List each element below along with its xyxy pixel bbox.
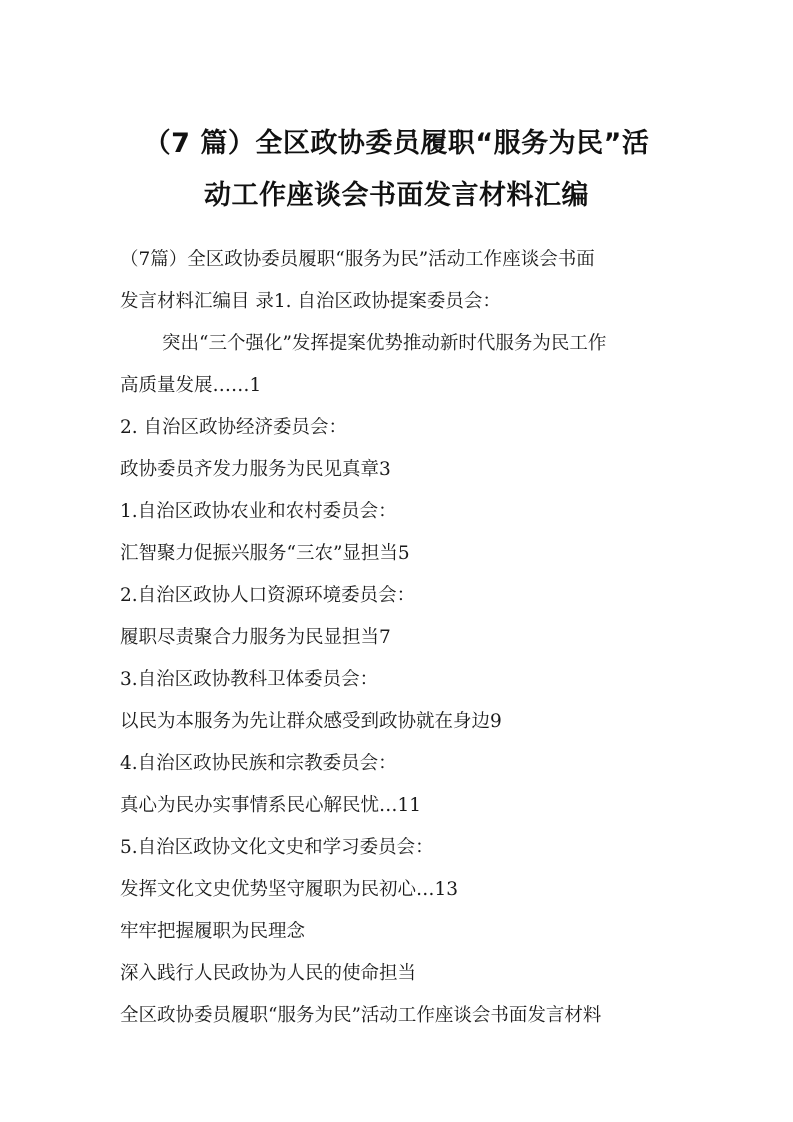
- body-line: （7篇）全区政协委员履职“服务为民”活动工作座谈会书面: [120, 249, 595, 270]
- body-line: 深入践行人民政协为人民的使命担当: [120, 963, 417, 984]
- body-line: 政协委员齐发力服务为民见真章3: [120, 459, 391, 480]
- body-line: 发挥文化文史优势坚守履职为民初心…13: [120, 879, 459, 900]
- body-line: 以民为本服务为先让群众感受到政协就在身边9: [120, 711, 502, 732]
- body-line: 全区政协委员履职“服务为民”活动工作座谈会书面发言材料: [120, 1005, 602, 1026]
- body-line: 1.自治区政协农业和农村委员会：: [120, 501, 397, 522]
- body-line: 4.自治区政协民族和宗教委员会：: [120, 753, 397, 774]
- document-title-line-2: 动工作座谈会书面发言材料汇编: [204, 180, 589, 211]
- body-line: 3.自治区政协教科卫体委员会：: [120, 669, 379, 690]
- body-line: 2. 自治区政协经济委员会：: [120, 417, 348, 438]
- body-line: 5.自治区政协文化文史和学习委员会：: [120, 837, 434, 858]
- body-line: 突出“三个强化”发挥提案优势推动新时代服务为民工作: [162, 333, 607, 354]
- body-line: 牢牢把握履职为民理念: [120, 921, 306, 942]
- document-title-line-1: （7 篇）全区政协委员履职“服务为民”活: [143, 128, 650, 159]
- body-line: 履职尽责聚合力服务为民显担当7: [120, 627, 391, 648]
- body-line: 发言材料汇编目 录1. 自治区政协提案委员会：: [120, 291, 501, 312]
- body-line: 真心为民办实事情系民心解民忧…11: [120, 795, 422, 816]
- body-line: 高质量发展……1: [120, 375, 262, 396]
- body-line: 2.自治区政协人口资源环境委员会：: [120, 585, 416, 606]
- body-line: 汇智聚力促振兴服务“三农”显担当5: [120, 543, 410, 564]
